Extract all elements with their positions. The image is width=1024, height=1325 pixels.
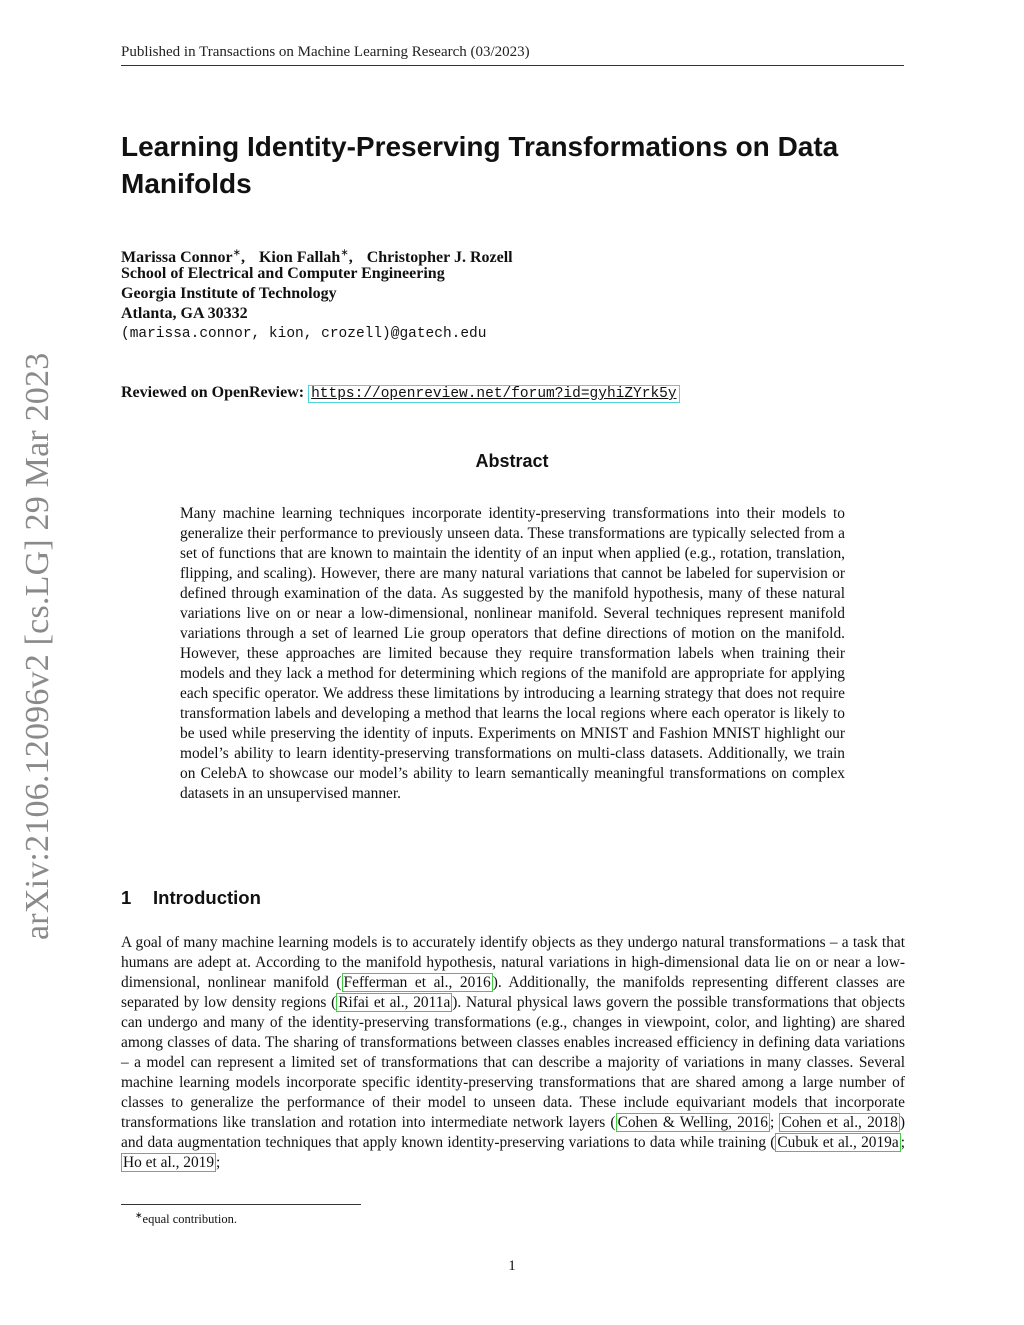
openreview-line (121, 384, 680, 402)
author-block (121, 244, 821, 344)
affiliation-department: School of Electrical and Computer Engineering (121, 265, 445, 282)
abstract-heading: Abstract (475, 451, 549, 471)
intro-text-segment: ). Additionally, the manifolds representing different classes are separated by low density regions ( (121, 974, 905, 1011)
intro-text-segment: ) and data augmentation techniques that apply known identity-preserving variations to data while training ( (121, 1114, 906, 1151)
author-emails: (marissa.connor, kion, crozell)@gatech.edu (121, 326, 487, 342)
intro-text-segment: ; (216, 1154, 221, 1171)
intro-text-segment: ; (769, 1114, 780, 1131)
openreview-link[interactable]: https://openreview.net/forum?id=gyhiZYrk5y (308, 385, 679, 403)
paper-title: Learning Identity-Preserving Transformations on Data Manifolds (121, 131, 839, 199)
citation-link[interactable]: Ho et al., 2019 (123, 1154, 215, 1171)
citation-link[interactable]: Cubuk et al., 2019a (777, 1134, 899, 1151)
author-list (121, 244, 821, 267)
introduction-paragraph (121, 933, 905, 1173)
intro-text-segment: ; (900, 1134, 905, 1151)
author-1: Marissa Connor∗, (121, 248, 245, 267)
page-number: 1 (508, 1258, 516, 1274)
affiliation-location: Atlanta, GA 30332 (121, 305, 248, 322)
section-number: 1 (121, 887, 132, 908)
footnote: ∗equal contribution. (135, 1210, 237, 1227)
section-title: Introduction (153, 887, 261, 908)
intro-text-segment: A goal of many machine learning models is to accurately identify objects as they undergo natural transformations – a task that humans are adept at. According to the manifold hypothesis, natural variations in high-dimensional data lie on or near a low-dimensional, nonlinear manifold ( (121, 934, 905, 991)
citation-link[interactable]: Cohen et al., 2018 (781, 1114, 898, 1131)
openreview-label: Reviewed on OpenReview: (121, 384, 305, 401)
footnote-divider (121, 1204, 361, 1205)
running-head: Published in Transactions on Machine Learning Research (03/2023) (121, 44, 904, 66)
intro-text-segment: ). Natural physical laws govern the possible transformations that objects can undergo and many of the identity-preserving transformations (e.g., changes in viewpoint, color, and lighting) are shared among classes of data. The sharing of transformations between classes enables increased efficiency in defining data variations – a model can represent a limited set of transformations that can describe a majority of variations in many classes. Several machine learning models incorporate specific identity-preserving transformations that are shared among a large number of classes to generalize the performance of their model to unseen data. These include equivariant models that incorporate transformations like translation and rotation into intermediate network layers ( (121, 994, 905, 1131)
abstract-text: Many machine learning techniques incorporate identity-preserving transformations into their models to generalize their performance to previously unseen data. These transformations are typically selected from a set of functions that are known to maintain the identity of an input when applied (e.g., rotation, translation, flipping, and scaling). However, there are many natural variations that cannot be labeled for supervision or defined through examination of the data. As suggested by the manifold hypothesis, many of these natural variations live on or near a low-dimensional, nonlinear manifold. Several techniques represent manifold variations through a set of learned Lie group operators that define directions of motion on the manifold. However, these approaches are limited because they require transformation labels when training their models and they lack a method for determining which regions of the manifold are appropriate for applying each specific operator. We address these limitations by introducing a learning strategy that does not require transformation labels and developing a method that learns the local regions where each operator is likely to be used while preserving the identity of inputs. Experiments on MNIST and Fashion MNIST highlight our model’s ability to learn identity-preserving transformations on multi-class datasets. Additionally, we train on CelebA to showcase our model’s ability to learn semantically meaningful transformations on complex datasets in an unsupervised manner. (180, 505, 845, 802)
section-heading-introduction (121, 887, 261, 909)
arxiv-identifier-stamp: arXiv:2106.12096v2 [cs.LG] 29 Mar 2023 (19, 352, 56, 940)
author-3: Christopher J. Rozell (366, 249, 513, 267)
author-2: Kion Fallah∗, (258, 248, 353, 267)
affiliation-institution: Georgia Institute of Technology (121, 285, 337, 302)
citation-link[interactable]: Cohen & Welling, 2016 (617, 1114, 768, 1131)
citation-link[interactable]: Rifai et al., 2011a (338, 994, 451, 1011)
citation-link[interactable]: Fefferman et al., 2016 (343, 974, 491, 991)
